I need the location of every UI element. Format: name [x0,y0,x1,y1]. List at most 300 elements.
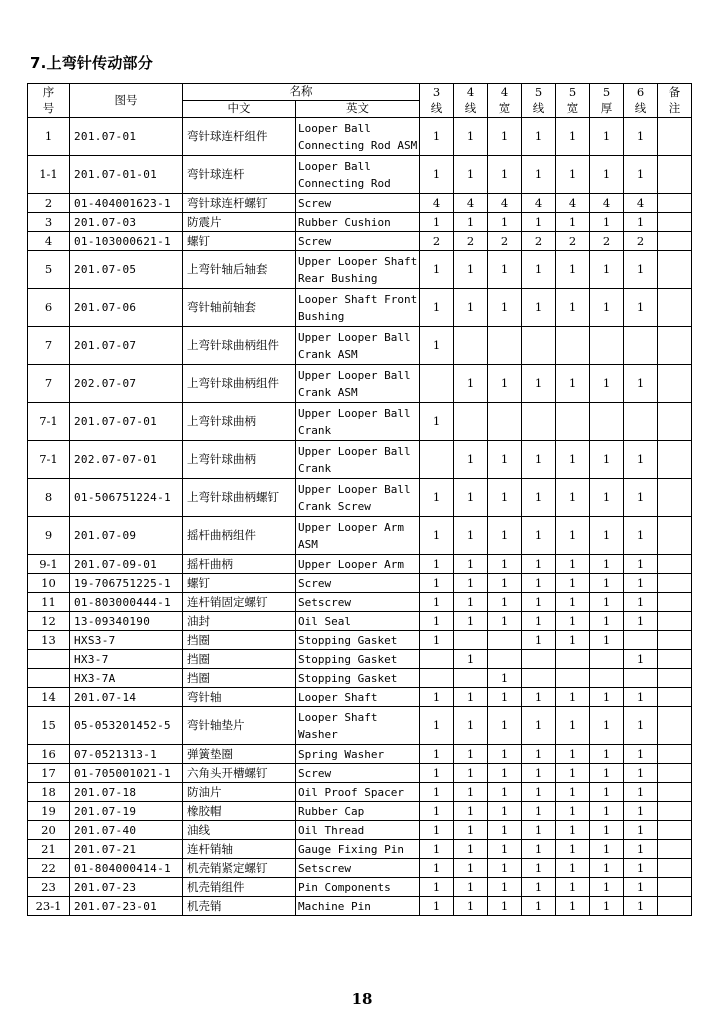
row-qty: 1 [488,859,522,878]
table-row [28,764,692,783]
row-drawing-number: HX3-7A [70,669,183,688]
row-qty: 4 [556,194,590,213]
row-qty: 1 [454,878,488,897]
row-qty: 1 [522,156,556,194]
row-qty: 1 [488,612,522,631]
row-qty: 1 [420,688,454,707]
row-drawing-number: 01-705001021-1 [70,764,183,783]
row-qty: 1 [420,631,454,650]
row-name-en: Upper Looper Arm ASM [296,517,420,555]
row-qty [488,403,522,441]
row-name-zh: 挡圈 [183,631,296,650]
row-seq: 7 [28,365,70,403]
row-qty: 1 [488,821,522,840]
row-qty [624,631,658,650]
row-qty [624,403,658,441]
row-name-zh: 螺钉 [183,574,296,593]
row-name-en: Stopping Gasket [296,631,420,650]
row-qty: 1 [420,878,454,897]
row-name-en: Upper Looper Ball Crank ASM [296,327,420,365]
row-qty: 1 [556,593,590,612]
row-qty: 1 [556,897,590,916]
row-qty: 1 [454,441,488,479]
row-qty: 1 [590,840,624,859]
row-qty: 4 [624,194,658,213]
row-qty: 1 [488,365,522,403]
row-qty: 1 [522,897,556,916]
row-qty: 1 [590,802,624,821]
row-qty [454,631,488,650]
row-drawing-number: 01-103000621-1 [70,232,183,251]
row-name-zh: 连杆销轴 [183,840,296,859]
row-qty: 1 [522,517,556,555]
row-qty: 1 [624,745,658,764]
row-qty: 1 [454,745,488,764]
table-row [28,327,692,365]
row-qty: 1 [556,688,590,707]
row-qty: 1 [454,764,488,783]
row-drawing-number: 201.07-14 [70,688,183,707]
row-name-zh: 防震片 [183,213,296,232]
table-row [28,251,692,289]
row-seq: 17 [28,764,70,783]
table-row [28,156,692,194]
row-qty: 1 [522,802,556,821]
row-qty: 1 [488,251,522,289]
row-qty: 1 [420,118,454,156]
row-seq: 6 [28,289,70,327]
row-drawing-number: 201.07-07 [70,327,183,365]
row-qty: 1 [590,612,624,631]
row-qty: 1 [420,612,454,631]
row-qty: 1 [454,650,488,669]
row-qty: 1 [454,517,488,555]
row-name-zh: 防油片 [183,783,296,802]
row-name-en: Looper Shaft Front Bushing [296,289,420,327]
row-qty: 1 [488,156,522,194]
row-qty: 1 [624,783,658,802]
row-seq: 7-1 [28,403,70,441]
row-qty: 1 [556,574,590,593]
row-qty: 2 [624,232,658,251]
row-remark [658,878,692,897]
table-row [28,555,692,574]
row-remark [658,631,692,650]
row-seq: 11 [28,593,70,612]
row-qty: 1 [488,688,522,707]
table-row [28,840,692,859]
row-seq: 15 [28,707,70,745]
row-qty: 1 [522,574,556,593]
row-qty: 1 [522,631,556,650]
row-qty: 2 [522,232,556,251]
row-qty [522,403,556,441]
row-drawing-number: 202.07-07-01 [70,441,183,479]
row-qty: 1 [420,840,454,859]
row-seq: 10 [28,574,70,593]
row-seq [28,669,70,688]
row-name-en: Upper Looper Ball Crank ASM [296,365,420,403]
table-row [28,232,692,251]
row-qty: 1 [590,517,624,555]
row-qty: 4 [420,194,454,213]
row-drawing-number: 201.07-03 [70,213,183,232]
header-col-4-line: 4 线 [454,84,488,118]
row-qty: 1 [522,688,556,707]
row-drawing-number: 201.07-09-01 [70,555,183,574]
row-qty: 1 [624,840,658,859]
row-qty [624,327,658,365]
row-qty: 1 [454,897,488,916]
row-name-zh: 弯针球连杆螺钉 [183,194,296,213]
row-qty: 2 [590,232,624,251]
row-qty: 1 [556,441,590,479]
row-drawing-number: 201.07-23-01 [70,897,183,916]
row-seq: 19 [28,802,70,821]
row-qty: 4 [488,194,522,213]
row-name-en: Setscrew [296,593,420,612]
table-row [28,194,692,213]
table-row [28,441,692,479]
row-name-en: Oil Proof Spacer [296,783,420,802]
row-remark [658,156,692,194]
row-qty: 1 [420,764,454,783]
row-qty: 1 [420,745,454,764]
row-qty: 1 [488,118,522,156]
row-qty: 1 [590,783,624,802]
row-seq: 3 [28,213,70,232]
row-qty: 1 [454,612,488,631]
header-name: 名称 [183,84,420,101]
row-qty [556,327,590,365]
row-qty: 1 [522,251,556,289]
row-qty: 1 [624,650,658,669]
row-qty: 1 [590,764,624,783]
row-qty: 1 [624,479,658,517]
row-qty: 1 [590,593,624,612]
row-qty: 1 [624,593,658,612]
row-qty: 1 [522,707,556,745]
row-qty: 1 [420,802,454,821]
table-row [28,707,692,745]
row-drawing-number: 01-506751224-1 [70,479,183,517]
row-qty: 1 [488,669,522,688]
row-remark [658,365,692,403]
row-name-en: Stopping Gasket [296,650,420,669]
row-qty: 1 [624,289,658,327]
row-name-en: Spring Washer [296,745,420,764]
row-qty: 2 [556,232,590,251]
row-qty: 1 [624,118,658,156]
row-remark [658,821,692,840]
row-drawing-number: 201.07-09 [70,517,183,555]
row-name-en: Looper Ball Connecting Rod ASM [296,118,420,156]
row-seq: 23-1 [28,897,70,916]
parts-table [27,83,692,916]
row-name-en: Screw [296,764,420,783]
row-qty: 1 [454,213,488,232]
row-seq: 2 [28,194,70,213]
row-name-en: Screw [296,574,420,593]
row-qty: 1 [522,441,556,479]
row-seq: 1 [28,118,70,156]
row-qty: 1 [590,859,624,878]
row-name-zh: 弯针球连杆组件 [183,118,296,156]
row-qty: 1 [624,821,658,840]
row-qty: 1 [454,707,488,745]
row-qty: 1 [624,764,658,783]
table-row [28,631,692,650]
row-seq: 20 [28,821,70,840]
row-remark [658,232,692,251]
row-qty: 1 [624,859,658,878]
table-row [28,289,692,327]
row-name-zh: 挡圈 [183,669,296,688]
header-seq: 序 号 [28,84,70,118]
row-remark [658,213,692,232]
row-qty: 1 [590,631,624,650]
row-drawing-number: 202.07-07 [70,365,183,403]
row-qty: 1 [624,802,658,821]
row-qty [488,631,522,650]
row-qty [590,403,624,441]
row-name-zh: 弯针轴垫片 [183,707,296,745]
row-qty [420,669,454,688]
header-col-6-line: 6 线 [624,84,658,118]
row-drawing-number: 201.07-01-01 [70,156,183,194]
row-seq: 23 [28,878,70,897]
row-qty: 1 [488,555,522,574]
row-drawing-number: 201.07-01 [70,118,183,156]
row-qty: 1 [454,821,488,840]
row-remark [658,251,692,289]
table-row [28,688,692,707]
row-name-zh: 机壳销 [183,897,296,916]
row-qty: 1 [522,555,556,574]
row-qty: 1 [454,802,488,821]
row-drawing-number: 19-706751225-1 [70,574,183,593]
row-seq: 14 [28,688,70,707]
row-qty: 1 [556,859,590,878]
row-name-zh: 上弯针球曲柄组件 [183,365,296,403]
row-qty: 1 [556,783,590,802]
row-qty: 1 [454,783,488,802]
row-name-en: Oil Seal [296,612,420,631]
row-qty: 1 [454,555,488,574]
row-qty: 1 [488,441,522,479]
row-qty: 1 [454,289,488,327]
row-name-en: Upper Looper Ball Crank Screw [296,479,420,517]
row-qty: 1 [522,289,556,327]
row-qty: 1 [624,878,658,897]
row-qty [522,650,556,669]
row-qty: 1 [454,118,488,156]
row-drawing-number: 201.07-40 [70,821,183,840]
row-qty: 1 [624,574,658,593]
row-qty: 1 [522,479,556,517]
row-qty: 1 [522,840,556,859]
row-qty: 1 [454,840,488,859]
row-qty: 1 [420,821,454,840]
header-col-5-thick: 5 厚 [590,84,624,118]
row-qty: 1 [556,707,590,745]
row-qty: 1 [522,821,556,840]
row-qty: 1 [488,764,522,783]
row-qty: 1 [556,764,590,783]
row-qty: 1 [420,783,454,802]
row-qty: 1 [590,156,624,194]
row-qty: 1 [420,479,454,517]
row-qty: 1 [488,574,522,593]
row-qty: 1 [590,555,624,574]
row-qty: 1 [624,555,658,574]
row-qty: 1 [556,631,590,650]
row-qty: 1 [522,612,556,631]
row-qty: 1 [556,517,590,555]
row-qty [420,650,454,669]
row-qty [556,650,590,669]
row-qty: 1 [556,365,590,403]
row-drawing-number: 201.07-23 [70,878,183,897]
row-qty: 1 [488,479,522,517]
row-qty: 1 [590,479,624,517]
row-qty: 1 [420,403,454,441]
row-seq: 16 [28,745,70,764]
row-qty: 1 [590,745,624,764]
row-qty: 1 [522,878,556,897]
header-remark: 备 注 [658,84,692,118]
row-seq: 13 [28,631,70,650]
row-qty: 1 [454,156,488,194]
row-remark [658,555,692,574]
row-drawing-number: HXS3-7 [70,631,183,650]
row-seq: 22 [28,859,70,878]
row-qty: 1 [488,745,522,764]
row-name-zh: 挡圈 [183,650,296,669]
header-col-4-wide: 4 宽 [488,84,522,118]
row-qty: 1 [454,593,488,612]
row-remark [658,745,692,764]
row-qty: 1 [556,840,590,859]
row-name-zh: 摇杆曲柄组件 [183,517,296,555]
row-qty: 1 [488,840,522,859]
row-name-zh: 橡胶帽 [183,802,296,821]
row-qty: 1 [454,365,488,403]
row-qty: 1 [556,821,590,840]
row-qty: 1 [454,479,488,517]
row-name-en: Stopping Gasket [296,669,420,688]
row-qty: 1 [556,802,590,821]
row-remark [658,859,692,878]
row-qty [454,327,488,365]
row-remark [658,612,692,631]
row-qty: 1 [522,118,556,156]
row-remark [658,289,692,327]
row-qty: 1 [556,745,590,764]
row-name-en: Setscrew [296,859,420,878]
row-qty [420,365,454,403]
row-qty: 4 [590,194,624,213]
table-row [28,878,692,897]
row-qty: 4 [454,194,488,213]
row-name-zh: 连杆销固定螺钉 [183,593,296,612]
row-qty: 1 [454,688,488,707]
row-qty: 1 [624,365,658,403]
row-name-zh: 弯针轴 [183,688,296,707]
row-name-en: Upper Looper Shaft Rear Bushing [296,251,420,289]
row-drawing-number: 05-053201452-5 [70,707,183,745]
row-qty: 1 [624,213,658,232]
row-drawing-number: 13-09340190 [70,612,183,631]
row-name-zh: 上弯针球曲柄螺钉 [183,479,296,517]
row-remark [658,783,692,802]
row-remark [658,593,692,612]
table-row [28,517,692,555]
row-seq: 1-1 [28,156,70,194]
row-qty: 1 [556,251,590,289]
row-qty: 1 [590,821,624,840]
table-row [28,612,692,631]
row-name-zh: 机壳销组件 [183,878,296,897]
row-qty: 1 [488,897,522,916]
row-remark [658,764,692,783]
table-row [28,479,692,517]
table-header [28,84,692,118]
row-qty: 1 [556,118,590,156]
row-name-zh: 摇杆曲柄 [183,555,296,574]
row-name-zh: 机壳销紧定螺钉 [183,859,296,878]
row-drawing-number: 01-803000444-1 [70,593,183,612]
row-qty: 1 [522,764,556,783]
row-seq: 7-1 [28,441,70,479]
row-qty: 1 [454,574,488,593]
row-remark [658,194,692,213]
table-row [28,403,692,441]
row-qty [522,327,556,365]
row-name-en: Screw [296,194,420,213]
row-qty: 1 [420,327,454,365]
row-drawing-number: 201.07-06 [70,289,183,327]
row-qty: 1 [590,878,624,897]
row-qty: 1 [420,156,454,194]
header-col-3-line: 3 线 [420,84,454,118]
row-name-zh: 弯针球连杆 [183,156,296,194]
table-body [28,118,692,916]
page-number: 18 [351,990,373,1008]
row-qty: 1 [556,878,590,897]
row-name-zh: 上弯针轴后轴套 [183,251,296,289]
row-qty: 1 [420,897,454,916]
row-name-en: Looper Shaft [296,688,420,707]
row-qty: 2 [488,232,522,251]
row-qty: 1 [420,555,454,574]
table-row [28,213,692,232]
row-name-zh: 上弯针球曲柄组件 [183,327,296,365]
row-qty: 1 [488,593,522,612]
header-col-5-wide: 5 宽 [556,84,590,118]
section-title: 7.上弯针传动部分 [30,54,153,72]
row-name-en: Gauge Fixing Pin [296,840,420,859]
row-seq: 4 [28,232,70,251]
row-drawing-number: 201.07-21 [70,840,183,859]
row-qty: 1 [590,707,624,745]
row-remark [658,517,692,555]
table-row [28,593,692,612]
row-qty: 1 [420,213,454,232]
row-drawing-number: 01-804000414-1 [70,859,183,878]
row-remark [658,118,692,156]
row-name-zh: 上弯针球曲柄 [183,403,296,441]
